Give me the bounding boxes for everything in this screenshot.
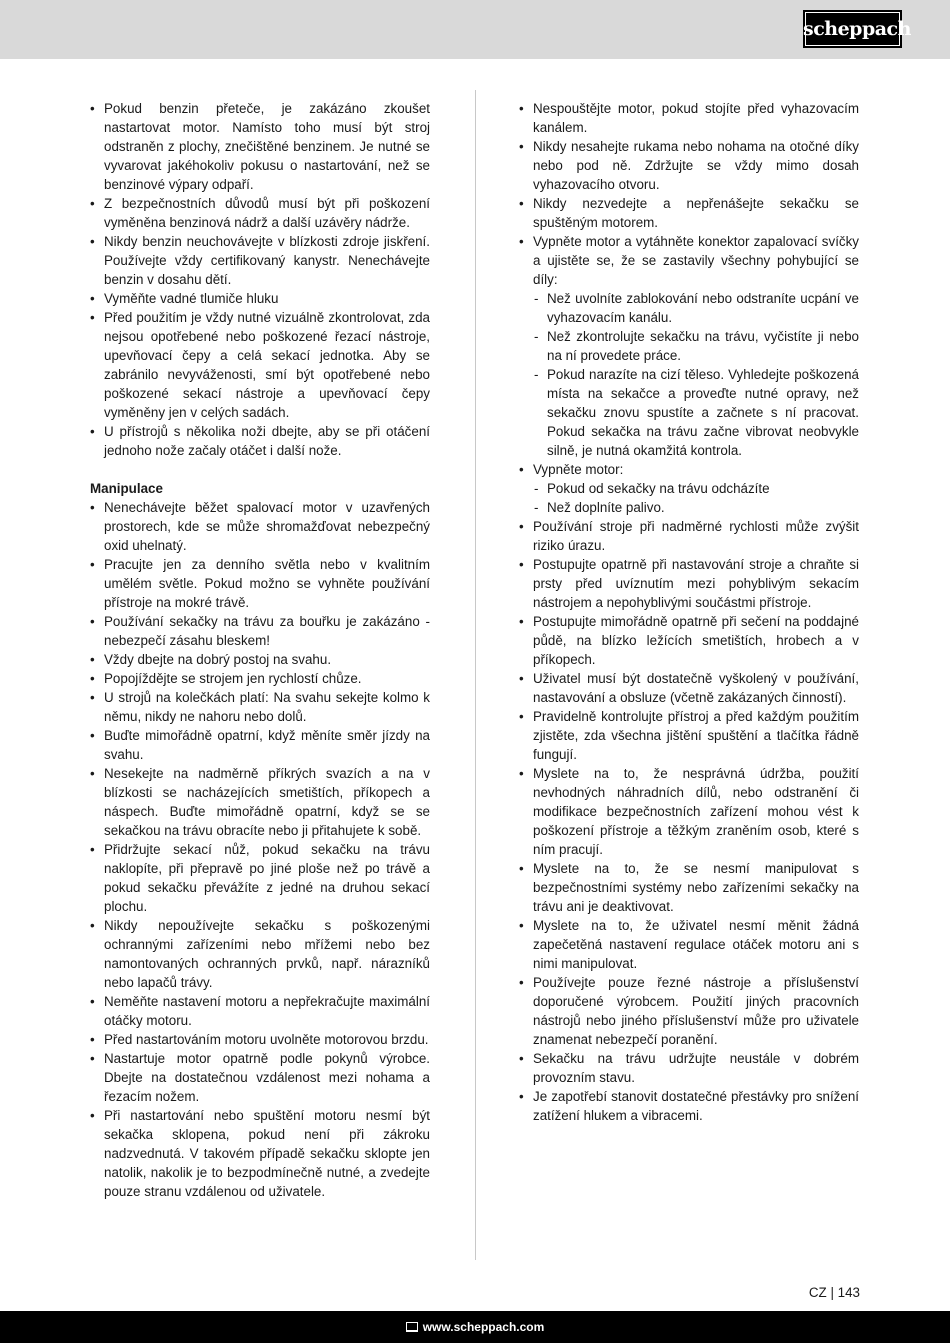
list-item: • Před nastartováním motoru uvolněte motorovou brzdu.	[90, 1030, 430, 1049]
sub-list-item: - Pokud od sekačky na trávu odcházíte	[519, 479, 859, 498]
right-column	[519, 99, 859, 1125]
list-item: • Před použitím je vždy nutné vizuálně zkontrolovat, zda nejsou opotřebené nebo poškozené řezací nástroje, upevňovací čepy a celá sekací jednotka. Aby se zabránilo nevyváženosti, smí být opotřebené nebo poškozené sekací nástroje a upevňovací čepy vyměněny jen v celých sadách.	[90, 308, 430, 422]
list-item: • Nikdy nezvedejte a nepřenášejte sekačku se spuštěným motorem.	[519, 194, 859, 232]
list-item: • Nespouštějte motor, pokud stojíte před vyhazovacím kanálem.	[519, 99, 859, 137]
list-item: • Popojíždějte se strojem jen rychlostí chůze.	[90, 669, 430, 688]
list-item: • Myslete na to, že nesprávná údržba, použití nevhodných náhradních dílů, nebo odstranění či modifikace bezpečnostních zařízení mohou vést k poškození přístroje a těžkým zraněním osob, které s ním pracují.	[519, 764, 859, 859]
list-item: • Buďte mimořádně opatrní, když měníte směr jízdy na svahu.	[90, 726, 430, 764]
list-item: • Vždy dbejte na dobrý postoj na svahu.	[90, 650, 430, 669]
list-item: • Vypněte motor a vytáhněte konektor zapalovací svíčky a ujistěte se, že se zastavily všechny pohybující se díly:	[519, 232, 859, 289]
list-item: • Neměňte nastavení motoru a nepřekračujte maximální otáčky motoru.	[90, 992, 430, 1030]
list-item: • Z bezpečnostních důvodů musí být při poškození vyměněna benzinová nádrž a další uzávěry nádrže.	[90, 194, 430, 232]
list-item: • Pokud benzin přeteče, je zakázáno zkoušet nastartovat motor. Namísto toho musí být stroj odstraněn z plochy, znečištěné benzinem. Je nutné se vyvarovat jakéhokoliv pokusu o nastartování, než se benzinové výpary odpaří.	[90, 99, 430, 194]
list-item: • Při nastartování nebo spuštění motoru nesmí být sekačka sklopena, pokud není při zákroku nadzvednutá. V takovém případě sekačku sklopte jen natolik, nakolik je to bezpodmínečně nutné, a zvedejte pouze stranu vzdálenou od uživatele.	[90, 1106, 430, 1201]
list-item: • Vyměňte vadné tlumiče hluku	[90, 289, 430, 308]
list-item: • Postupujte mimořádně opatrně při sečení na poddajné půdě, na blízko ležících smetištích, hrobech a v příkopech.	[519, 612, 859, 669]
list-item: • Myslete na to, že se nesmí manipulovat s bezpečnostními systémy nebo zařízeními sekačky na trávu ani je deaktivovat.	[519, 859, 859, 916]
section-title-manipulace: Manipulace	[90, 481, 163, 496]
monitor-icon	[406, 1322, 418, 1332]
list-item: • Používání stroje při nadměrné rychlosti může zvýšit riziko úrazu.	[519, 517, 859, 555]
page-footer	[0, 1311, 950, 1343]
page-number: CZ | 143	[808, 1285, 860, 1300]
list-item: • Používání sekačky na trávu za bouřku je zakázáno - nebezpečí zásahu bleskem!	[90, 612, 430, 650]
footer-url[interactable]: www.scheppach.com	[422, 1320, 545, 1334]
list-item: • Nikdy nesahejte rukama nebo nohama na otočné díky nebo pod ně. Zdržujte se vždy mimo dosah vyhazovacího otvoru.	[519, 137, 859, 194]
page-header	[0, 0, 950, 59]
sub-list-item: - Pokud narazíte na cizí těleso. Vyhledejte poškozená místa na sekačce a proveďte nutné opravy, než sekačku znovu spustíte a začnete s ní pracovat. Pokud sekačka na trávu začne vibrovat neobvykle silně, je nutná okamžitá kontrola.	[519, 365, 859, 460]
left-column	[90, 99, 430, 1201]
list-item: • Nastartuje motor opatrně podle pokynů výrobce. Dbejte na dostatečnou vzdálenost mezi nohama a řezacím nožem.	[90, 1049, 430, 1106]
list-item: • Uživatel musí být dostatečně vyškolený v používání, nastavování a obsluze (včetně zakázaných činností).	[519, 669, 859, 707]
list-item: • Myslete na to, že uživatel nesmí měnit žádná zapečetěná nastavení regulace otáček motoru ani s nimi manipulovat.	[519, 916, 859, 973]
sub-list-item: - Než zkontrolujte sekačku na trávu, vyčistíte ji nebo na ní provedete práce.	[519, 327, 859, 365]
list-item: • Pravidelně kontrolujte přístroj a před každým použitím zjistěte, zda všechna jištění spuštění a tlačítka řádně fungují.	[519, 707, 859, 764]
scheppach-logo: scheppach	[803, 10, 902, 48]
list-item: • Nikdy benzin neuchovávejte v blízkosti zdroje jiskření. Používejte vždy certifikovaný kanystr. Nenechávejte benzin v dosahu dětí.	[90, 232, 430, 289]
sub-list-item: - Než doplníte palivo.	[519, 498, 859, 517]
list-left-b	[90, 498, 430, 1201]
list-left-a	[90, 99, 430, 460]
list-item: • Nenechávejte běžet spalovací motor v uzavřených prostorech, kde se může shromažďovat nebezpečný oxid uhelnatý.	[90, 498, 430, 555]
list-item: • Postupujte opatrně při nastavování stroje a chraňte si prsty před uvíznutím mezi pohyblivým sekacím nástrojem a nepohyblivými součástmi přístroje.	[519, 555, 859, 612]
list-item: • Vypněte motor:	[519, 460, 859, 479]
list-item: • Pracujte jen za denního světla nebo v kvalitním umělém světle. Pokud možno se vyhněte používání přístroje na mokré trávě.	[90, 555, 430, 612]
sub-list-item: - Než uvolníte zablokování nebo odstraníte ucpání ve vyhazovacím kanálu.	[519, 289, 859, 327]
list-item: • U přístrojů s několika noži dbejte, aby se při otáčení jednoho nože začaly otáčet i další nože.	[90, 422, 430, 460]
list-right-a	[519, 99, 859, 1125]
list-item: • Nesekejte na nadměrně příkrých svazích a na v blízkosti se nacházejících smetištích, příkopech a náspech. Buďte mimořádně opatrní, když se se sekačkou na trávu obracíte nebo ji přitahujete k sobě.	[90, 764, 430, 840]
list-item: • U strojů na kolečkách platí: Na svahu sekejte kolmo k němu, nikdy ne nahoru nebo dolů.	[90, 688, 430, 726]
list-item: • Používejte pouze řezné nástroje a příslušenství doporučené výrobcem. Použití jiných pracovních nástrojů nebo jiného příslušenství může pro uživatele znamenat nebezpečí poranění.	[519, 973, 859, 1049]
list-item: • Je zapotřebí stanovit dostatečné přestávky pro snížení zatížení hlukem a vibracemi.	[519, 1087, 859, 1125]
column-divider	[475, 90, 476, 1260]
list-item: • Sekačku na trávu udržujte neustále v dobrém provozním stavu.	[519, 1049, 859, 1087]
list-item: • Nikdy nepoužívejte sekačku s poškozenými ochrannými zařízeními nebo mřížemi nebo bez namontovaných ochranných prvků, např. nárazníků nebo lapačů trávy.	[90, 916, 430, 992]
list-item: • Přidržujte sekací nůž, pokud sekačku na trávu naklopíte, při přepravě po jiné ploše než po trávě a pokud sekačku převážíte z jedné na druhou sekací plochu.	[90, 840, 430, 916]
